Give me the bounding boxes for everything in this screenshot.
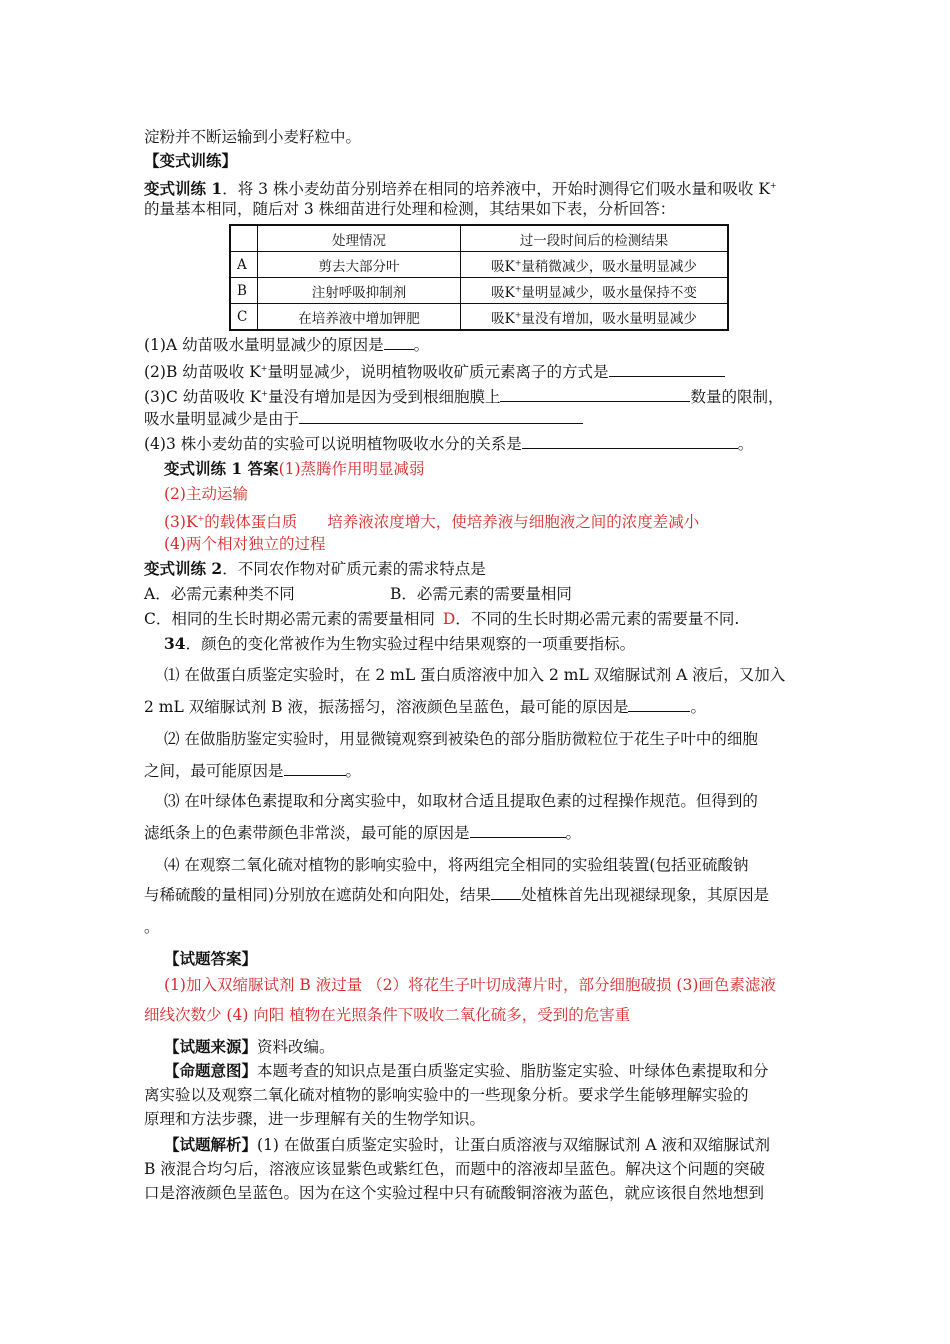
question-34: 34．颜色的变化常被作为生物实验过程中结果观察的一项重要指标。 [164, 634, 636, 653]
question-2: 变式训练 2．不同农作物对矿质元素的需求特点是 [144, 559, 486, 578]
analysis-line: 【试题解析】(1) 在做蛋白质鉴定实验时，让蛋白质溶液与双缩脲试剂 A 液和双缩脲试剂 [164, 1135, 770, 1154]
question-34-part-3: ⑶ 在叶绿体色素提取和分离实验中，如取材合适且提取色素的过程操作规范。但得到的 [164, 792, 758, 810]
text-line: 。 [144, 918, 160, 936]
table-header-row: 处理情况 过一段时间后的检测结果 [230, 225, 728, 252]
answer-line: (1)加入双缩脲试剂 B 液过量 （2）将花生子叶切成薄片时，部分细胞破损 (3)画色素滤液 [164, 976, 776, 994]
text-line: 的量基本相同，随后对 3 株细苗进行处理和检测，其结果如下表，分析回答： [144, 200, 676, 218]
question-1-part-4: (4)3 株小麦幼苗的实验可以说明植物吸收水分的关系是 。 [144, 435, 754, 453]
option-a: A．必需元素种类不同 [144, 585, 295, 603]
answer-label: 变式训练 1 答案 [164, 459, 279, 478]
option-d-letter: D [442, 610, 456, 628]
option-d: ．不同的生长时期必需元素的需要量不同. [455, 610, 740, 628]
question-label: 变式训练 2 [144, 559, 223, 578]
question-34-part-2b: 之间，最可能原因是 。 [144, 762, 362, 780]
answer-1-part-2: (2)主动运输 [164, 485, 248, 503]
question-34-part-1: ⑴ 在做蛋白质鉴定实验时，在 2 mL 蛋白质溶液中加入 2 mL 双缩脲试剂 A 液后，又加入 [164, 666, 786, 684]
analysis-label: 【试题解析】 [164, 1135, 258, 1154]
source-line: 【试题来源】资料改编。 [164, 1037, 335, 1056]
question-1-part-2: (2)B 幼苗吸收 K+量明显减少，说明植物吸收矿质元素离子的方式是 [144, 358, 725, 383]
text-line: 原理和方法步骤，进一步理解有关的生物学知识。 [144, 1110, 486, 1128]
question-34-part-2: ⑵ 在做脂肪鉴定实验时，用显微镜观察到被染色的部分脂肪微粒位于花生子叶中的细胞 [164, 730, 758, 748]
question-label: 变式训练 1 [144, 179, 223, 199]
answer-1-line: 变式训练 1 答案(1)蒸腾作用明显减弱 [164, 459, 425, 478]
question-2-options-cd [144, 608, 739, 630]
question-34-part-4: ⑷ 在观察二氧化硫对植物的影响实验中，将两组完全相同的实验组装置(包括亚硫酸钠 [164, 856, 749, 874]
question-2-options-ab [144, 583, 572, 605]
text-line: 淀粉并不断运输到小麦籽粒中。 [144, 128, 362, 146]
section-heading: 【变式训练】 [144, 151, 238, 170]
table-row: C 在培养液中增加钾肥 吸K+量没有增加，吸水量明显减少 [230, 304, 728, 331]
question-34-part-3b: 滤纸条上的色素带颜色非常淡，最可能的原因是 。 [144, 824, 582, 842]
question-1-part-3b: 吸水量明显减少是由于 [144, 408, 583, 430]
question-1-part-1: (1)A 幼苗吸水量明显减少的原因是 。 [144, 336, 430, 354]
option-c: C．相同的生长时期必需元素的需要量相同 [144, 610, 435, 628]
answer-line: 细线次数少 (4) 向阳 植物在光照条件下吸收二氧化硫多，受到的危害重 [144, 1006, 631, 1024]
question-1-intro: 变式训练 1．将 3 株小麦幼苗分别培养在相同的培养液中，开始时测得它们吸水量和吸收 K+ [144, 179, 777, 199]
option-b: B．必需元素的需要量相同 [390, 585, 572, 603]
text-line: B 液混合均匀后，溶液应该显紫色或紫红色，而题中的溶液却呈蓝色。解决这个问题的突破 [144, 1160, 765, 1178]
results-table [229, 224, 729, 331]
question-34-part-1b: 2 mL 双缩脲试剂 B 液，振荡摇匀，溶液颜色呈蓝色，最可能的原因是 。 [144, 698, 706, 716]
question-1-part-3: (3)C 幼苗吸收 K+量没有增加是因为受到根细胞膜上 数量的限制， [144, 388, 784, 407]
source-label: 【试题来源】 [164, 1037, 258, 1056]
question-34-part-4b: 与稀硫酸的量相同)分别放在遮荫处和向阳处，结果 处植株首先出现褪绿现象，其原因是 [144, 886, 770, 904]
answer-1-part-3: (3)K+的载体蛋白质 培养液浓度增大，使培养液与细胞液之间的浓度差减小 [164, 513, 700, 532]
question-number: 34 [164, 634, 186, 653]
text-line: 口是溶液颜色呈蓝色。因为在这个实验过程中只有硫酸铜溶液为蓝色，就应该很自然地想到 [144, 1184, 765, 1202]
table-row: B 注射呼吸抑制剂 吸K+量明显减少，吸水量保持不变 [230, 278, 728, 304]
intent-label: 【命题意图】 [164, 1061, 258, 1080]
table-row: A 剪去大部分叶 吸K+量稍微减少，吸水量明显减少 [230, 252, 728, 278]
intent-line: 【命题意图】本题考查的知识点是蛋白质鉴定实验、脂肪鉴定实验、叶绿体色素提取和分 [164, 1061, 769, 1080]
answer-heading: 【试题答案】 [164, 949, 258, 968]
answer-1-part-4: (4)两个相对独立的过程 [164, 535, 326, 553]
text-line: 离实验以及观察二氧化硫对植物的影响实验中的一些现象分析。要求学生能够理解实验的 [144, 1086, 749, 1104]
